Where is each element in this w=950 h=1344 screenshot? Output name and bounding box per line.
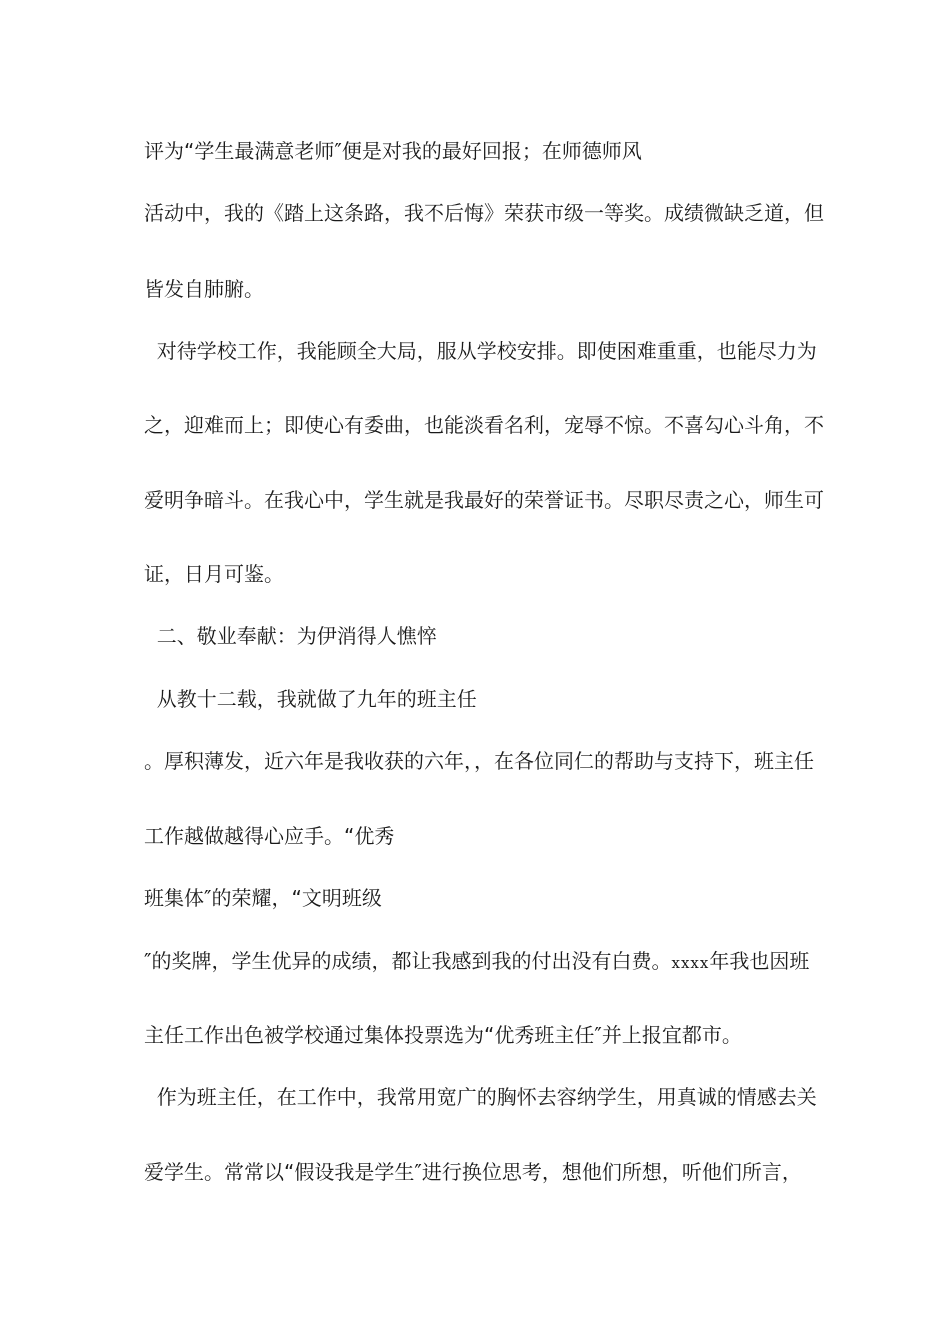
paragraph-line: 证，日月可鉴。 (144, 562, 284, 586)
year-placeholder: xxxx (671, 954, 710, 972)
paragraph-line (144, 948, 809, 976)
paragraph-line: 活动中，我的《踏上这条路，我不后悔》荣获市级一等奖。成绩微缺乏道，但 (144, 201, 824, 225)
paragraph-line: 评为“学生最满意老师″便是对我的最好回报；在师德师风 (144, 139, 642, 163)
paragraph-line: 主任工作出色被学校通过集体投票选为“优秀班主任″并上报宜都市。 (144, 1023, 742, 1047)
paragraph-line: 作为班主任，在工作中，我常用宽广的胸怀去容纳学生，用真诚的情感去关 (144, 1085, 817, 1109)
line-text: 年我也因班 (709, 949, 810, 973)
section-heading: 二、敬业奉献：为伊消得人憔悴 (144, 624, 437, 648)
paragraph-line: 对待学校工作，我能顾全大局，服从学校安排。即使困难重重，也能尽力为 (144, 339, 817, 363)
paragraph-line: 皆发自肺腑。 (144, 277, 264, 301)
paragraph-line: 爱学生。常常以“假设我是学生″进行换位思考，想他们所想，听他们所言， (144, 1160, 802, 1184)
paragraph-line: 爱明争暗斗。在我心中，学生就是我最好的荣誉证书。尽职尽责之心，师生可 (144, 488, 824, 512)
paragraph-line: 从教十二载，我就做了九年的班主任 (144, 687, 477, 711)
paragraph-line: 班集体″的荣耀，“文明班级 (144, 886, 382, 910)
paragraph-line: 之，迎难而上；即使心有委曲，也能淡看名利，宠辱不惊。不喜勾心斗角，不 (144, 413, 824, 437)
line-text: ″的奖牌，学生优异的成绩，都让我感到我的付出没有白费。 (144, 949, 672, 973)
paragraph-line: 。厚积薄发，近六年是我收获的六年，，在各位同仁的帮助与支持下，班主任 (144, 749, 814, 773)
paragraph-line: 工作越做越得心应手。“优秀 (144, 824, 395, 848)
